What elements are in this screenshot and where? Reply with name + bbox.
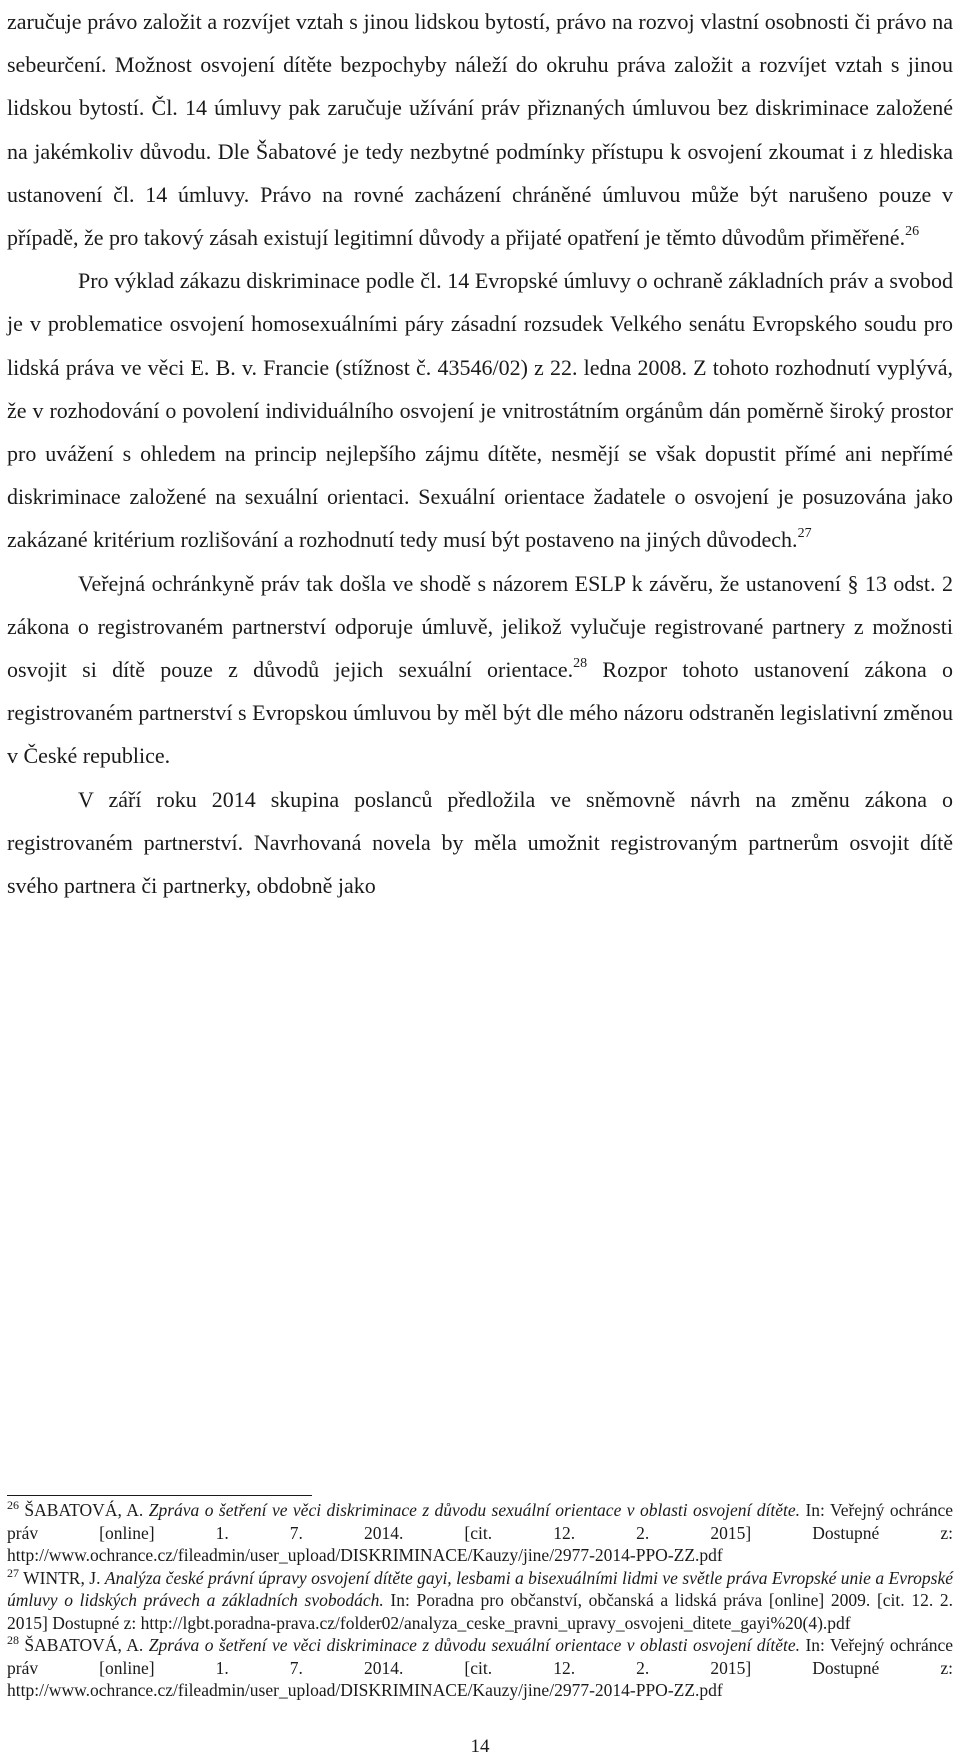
footnote <box>7 1567 953 1635</box>
text-run: V září roku 2014 skupina poslanců předložila ve sněmovně návrh na změnu zákona o registrovaném partnerství. Navrhovaná novela by měla umožnit registrovaným partnerům osvojit dítě svého partnera či partnerky, obdobně jako <box>7 786 953 899</box>
body-text <box>7 0 953 907</box>
paragraph <box>7 562 953 778</box>
footnote-ref: 26 <box>7 1498 19 1512</box>
footnote-ref: 28 <box>7 1633 19 1647</box>
text-run: zaručuje právo založit a rozvíjet vztah s jinou lidskou bytostí, právo na rozvoj vlastní osobnosti či právo na sebeurčení. Možnost osvojení dítěte bezpochyby náleží do okruhu práva založit a rozvíjet vztah s jinou lidskou bytostí. Čl. 14 úmluvy pak zaručuje užívání práv přiznaných úmluvou bez diskriminace založené na jakémkoliv důvodu. Dle Šabatové je tedy nezbytné podmínky přístupu k osvojení zkoumat i z hlediska ustanovení čl. 14 úmluvy. Právo na rovné zacházení chráněné úmluvou může být narušeno pouze v případě, že pro takový zásah existují legitimní důvody a přijaté opatření je těmto důvodům přiměřené. <box>7 9 953 251</box>
footnote <box>7 1634 953 1702</box>
text-run: In: Veřejný ochránce práv [online] 1. 7. 2014. [cit. 12. 2. 2015] Dostupné z: http://www.ochrance.cz/fileadmin/user_upload/DISKRIMINACE/Kauzy/jine/2977-2014-PPO-ZZ.pdf <box>7 1500 954 1565</box>
text-run: In: Veřejný ochránce práv [online] 1. 7. 2014. [cit. 12. 2. 2015] Dostupné z: http://www.ochrance.cz/fileadmin/user_upload/DISKRIMINACE/Kauzy/jine/2977-2014-PPO-ZZ.pdf <box>7 1635 954 1700</box>
text-run: WINTR, J. <box>19 1567 105 1588</box>
text-run: Pro výklad zákazu diskriminace podle čl. 14 Evropské úmluvy o ochraně základních práv a svobod je v problematice osvojení homosexuálními páry zásadní rozsudek Velkého senátu Evropského soudu pro lidská práva ve věci E. B. v. Francie (stížnost č. 43546/02) z 22. ledna 2008. Z tohoto rozhodnutí vyplývá, že v rozhodování o povolení individuálního osvojení je vnitrostátním orgánům dán poměrně široký prostor pro uvážení s ohledem na princip nejlepšího zájmu dítěte, nesmějí se však dopustit přímé ani nepřímé diskriminace založené na sexuální orientaci. Sexuální orientace žadatele o osvojení je posuzována jako zakázané kritérium rozlišování a rozhodnutí tedy musí být postaveno na jiných důvodech. <box>7 268 953 553</box>
footnote-ref: 26 <box>905 224 920 240</box>
text-run: ŠABATOVÁ, A. <box>19 1500 149 1520</box>
italic-title: Zpráva o šetření ve věci diskriminace z důvodu sexuální orientace v oblasti osvojení dítěte. <box>148 1635 801 1655</box>
italic-title: Zpráva o šetření ve věci diskriminace z důvodu sexuální orientace v oblasti osvojení dítěte. <box>148 1500 801 1520</box>
paragraph <box>7 778 953 908</box>
footnote-separator <box>7 1495 312 1496</box>
text-run: Veřejná ochránkyně práv tak došla ve shodě s názorem ESLP k závěru, že ustanovení § 13 odst. 2 zákona o registrovaném partnerství odporuje úmluvě, jelikož vylučuje registrované partnery z možnosti osvojit si dítě pouze z důvodů jejich sexuální orientace. <box>7 570 953 683</box>
page-number: 14 <box>470 1736 490 1757</box>
paragraph <box>7 259 953 561</box>
footnote-ref: 27 <box>7 1565 19 1580</box>
footnote <box>7 1499 953 1567</box>
footnotes <box>7 1499 953 1702</box>
text-run: Rozpor tohoto ustanovení zákona o registrovaném partnerství s Evropskou úmluvou by měl být dle mého názoru odstraněn legislativní změnou v České republice. <box>7 657 953 769</box>
text-run: In: Poradna pro občanství, občanská a lidská práva [online] 2009. [cit. 12. 2. 2015] Dostupné z: http://lgbt.poradna-prava.cz/folder02/analyza_ceske_pravni_upravy_osvojeni_ditete_gayi%20(4).pdf <box>7 1590 953 1633</box>
footnote-ref: 28 <box>573 656 588 672</box>
italic-title: Analýza české právní úpravy osvojení dítěte gayi, lesbami a bisexuálními lidmi ve světle práva Evropské unie a Evropské úmluvy o lidských právech a základních svobodách. <box>7 1567 953 1610</box>
text-run: ŠABATOVÁ, A. <box>19 1635 149 1655</box>
footnote-ref: 27 <box>797 526 812 542</box>
paragraph <box>7 0 953 259</box>
